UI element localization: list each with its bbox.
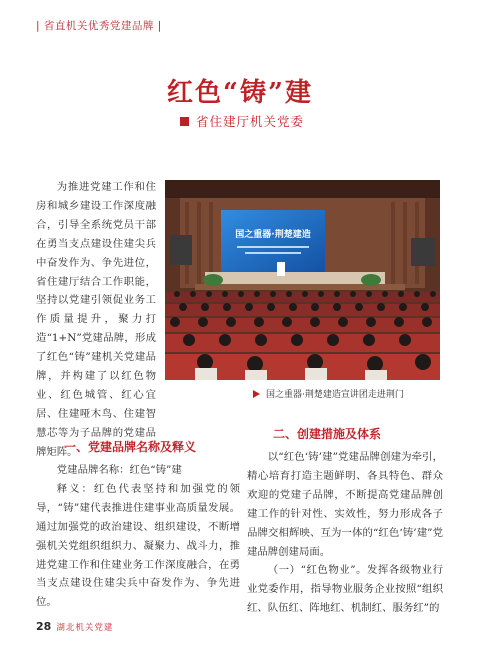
caption-text: 国之重器·荆楚建造宣讲团走进荆门 (266, 390, 404, 400)
intro-paragraph: 为推进党建工作和住房和城乡建设工作深度融合，引导全系统党员干部在勇当支点建设住建尖兵中奋发作为、争先进位，省住建厅结合工作职能，坚持以党建引领促业务工作质量提升，聚力打造“1+N”党建品牌，形成了红色“铸”建机关党建品牌，并构建了以红色物业、红色城管、红心宜居、住建哑木鸟、住建智慧芯等为子品牌的党建品牌矩阵。 (36, 181, 156, 458)
section-1-body (36, 461, 240, 612)
paragraph: 释义：红色代表坚持和加强党的领导，“铸”建代表推进住建事业高质量发展。通过加强党的政治建设、组织建设，不断增强机关党组织组织力、凝聚力、战斗力，推进党建工作和住建业务工作深度融合，在勇当支点建设住建尖兵中奋发作为、争先进位。 (36, 482, 240, 609)
section-heading-1: 一、党建品牌名称及释义 (64, 440, 197, 454)
publication-name: 湖北机关党建 (56, 623, 114, 633)
page-number: 28 (36, 620, 52, 633)
paragraph: （一）“红色物业”。发挥各级物业行业党委作用，指导物业服务企业按照“组织红、队伍红、阵地红、机制红、服务红”的 (247, 564, 443, 615)
section-2-body (247, 448, 443, 618)
column-header: | 省直机关优秀党建品牌 | (36, 20, 162, 32)
stage-screen-title: 国之重器·荆楚建造 (235, 230, 311, 240)
conference-hall-illustration (165, 180, 440, 380)
byline-text: 省住建厅机关党委 (196, 114, 305, 129)
photo-caption (253, 387, 404, 400)
paragraph: 以“红色‘铸’建”党建品牌创建为牵引，精心培育打造主题鲜明、各具特色、群众欢迎的党建子品牌，不断提高党建品牌创建工作的针对性、实效性，努力形成各子品牌交相辉映、互为一体的“红色‘铸’建”党建品牌创建局面。 (247, 451, 443, 558)
article-title: 红色“铸”建 (167, 78, 313, 108)
byline (180, 112, 304, 130)
caption-triangle-icon (253, 390, 260, 398)
page-footer (36, 620, 113, 633)
section-heading-2: 二、创建措施及体系 (273, 427, 382, 441)
conference-photo (165, 180, 440, 380)
paragraph: 党建品牌名称：红色“铸”建 (56, 464, 182, 476)
square-bullet-icon (180, 117, 189, 126)
